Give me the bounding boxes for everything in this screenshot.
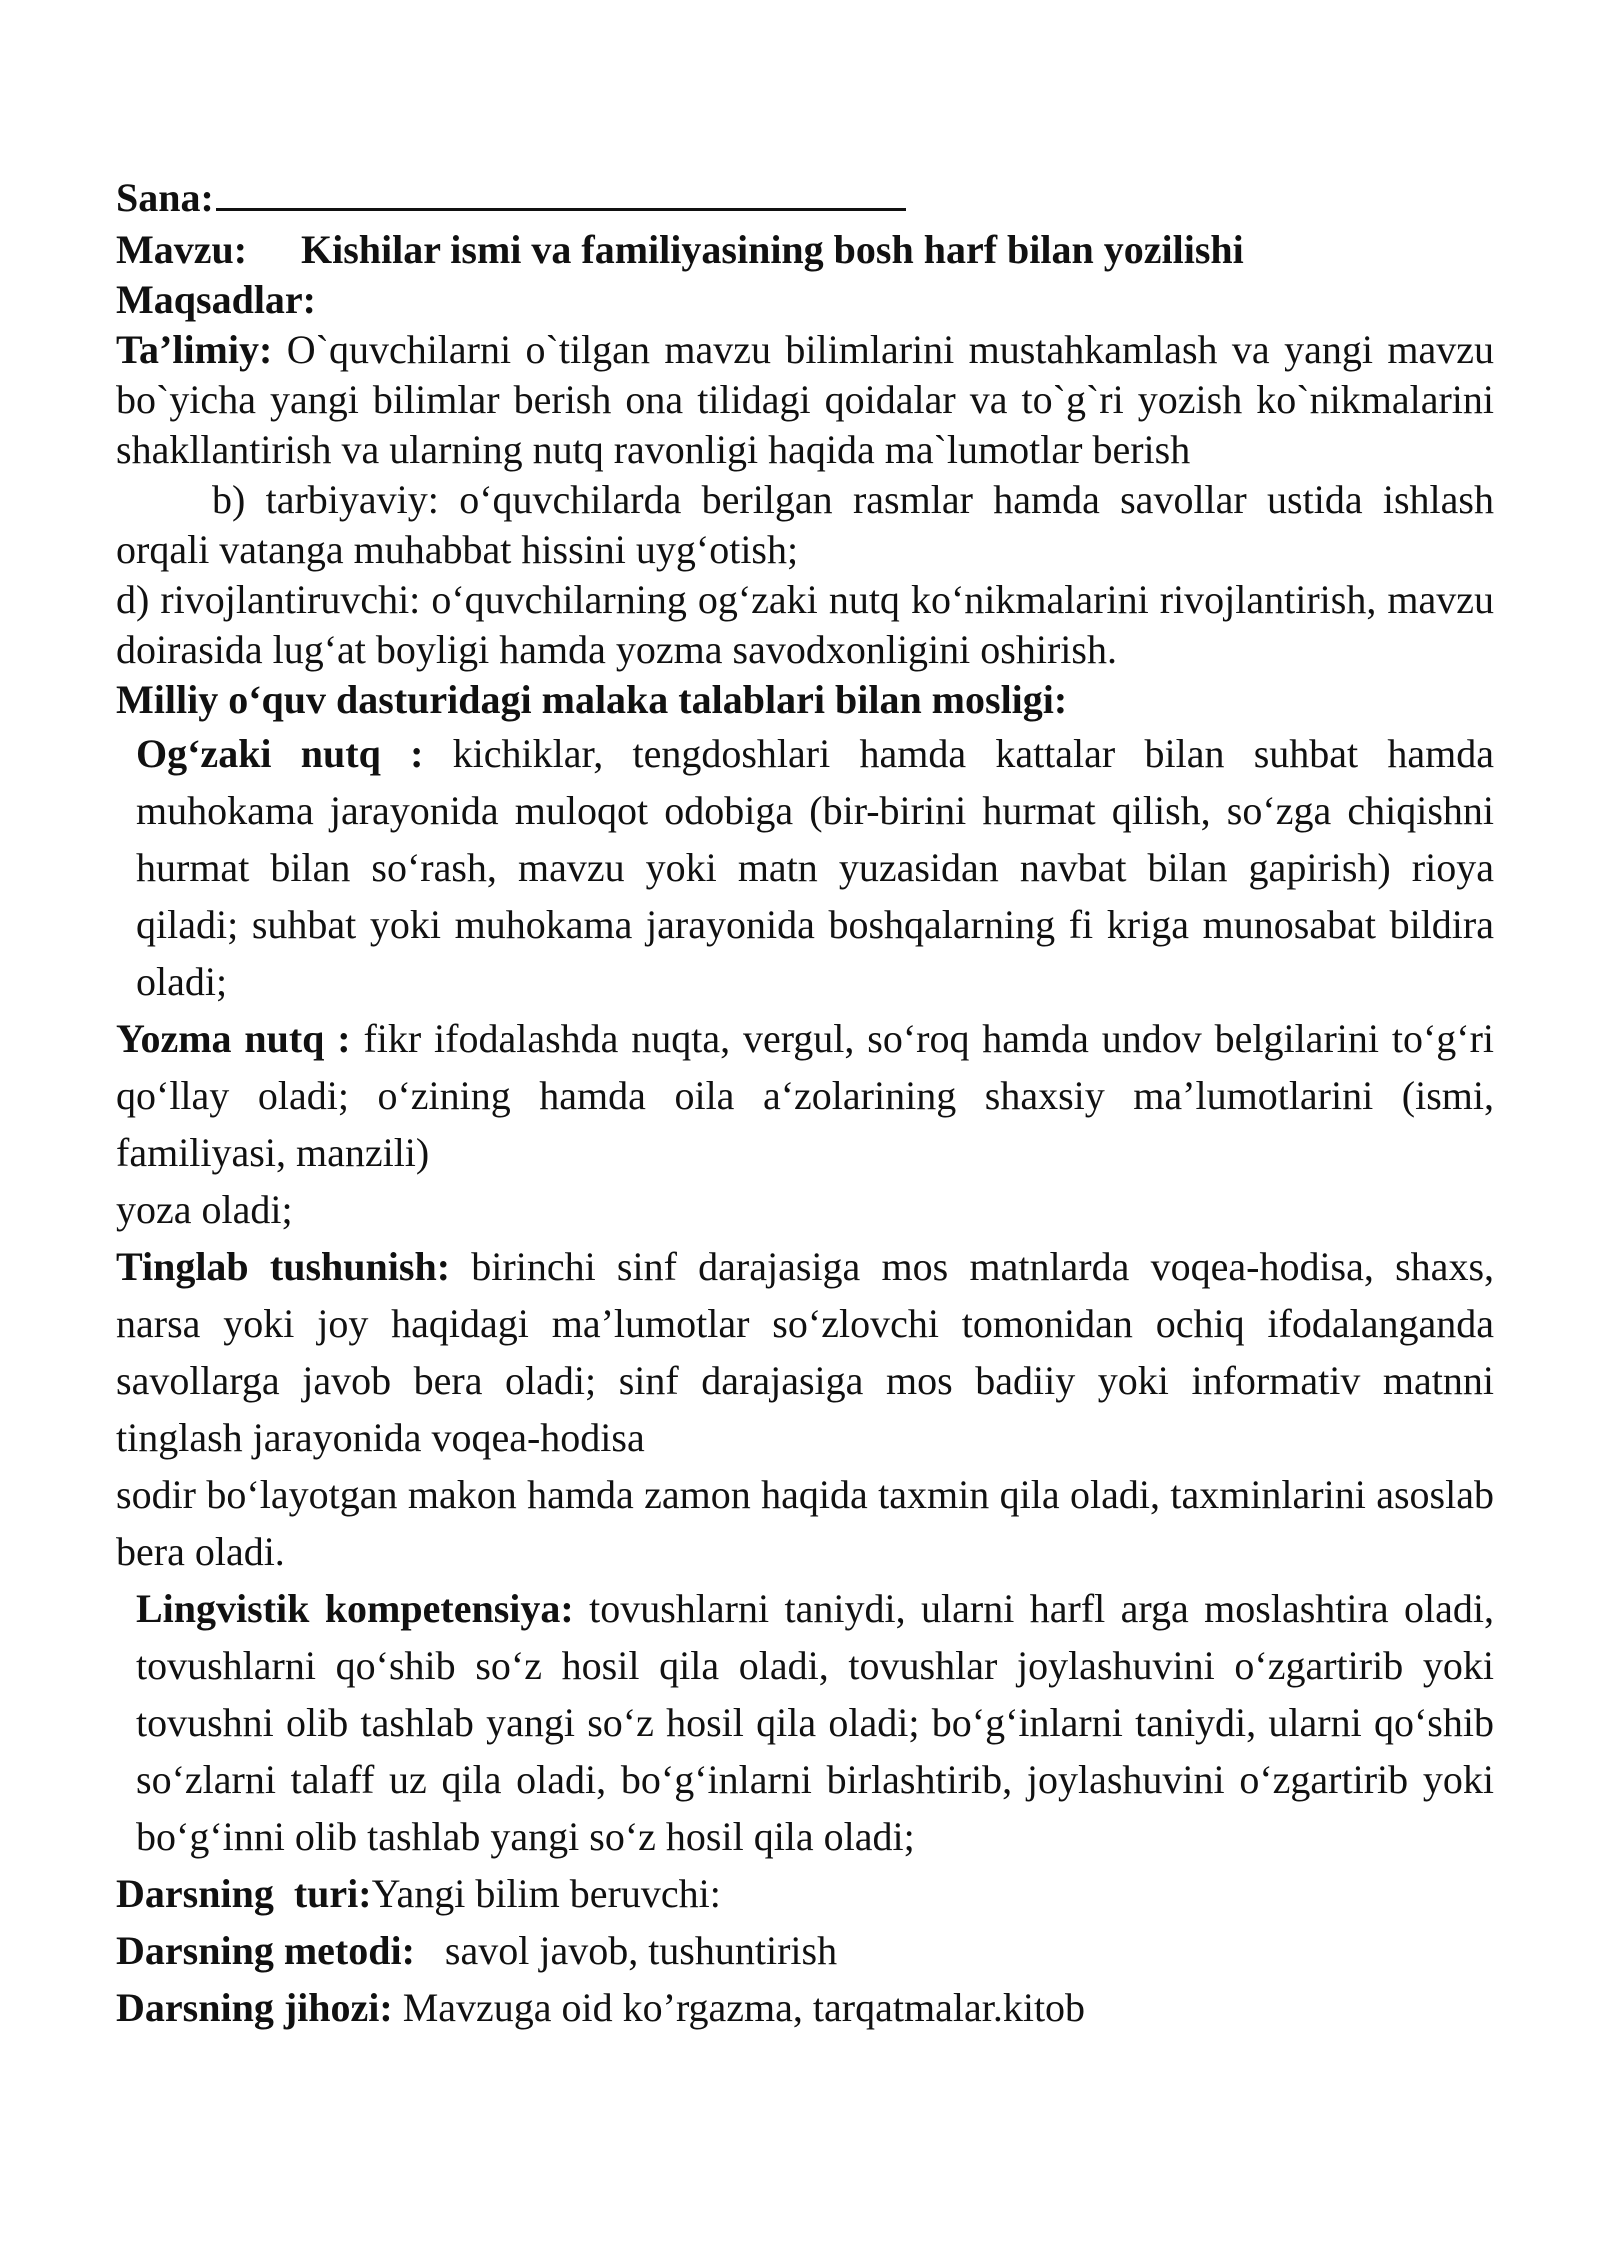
darsning-jihozi-row	[116, 1979, 1494, 2036]
lingvistik-paragraph	[116, 1580, 1494, 1865]
sana-blank	[216, 170, 906, 211]
ogzaki-paragraph	[116, 725, 1494, 1010]
talimiy-text: O`quvchilarni o`tilgan mavzu bilimlarini mustahkamlash va yangi mavzu bo`yicha yangi bilimlar berish ona tilidagi qoidalar va to`g`ri yozish ko`nikmalarini shakllantirish va ularning nutq ravonligi haqida ma`lumotlar berish	[116, 327, 1494, 472]
darsning-turi-label: Darsning turi:	[116, 1871, 372, 1916]
mavzu-row	[116, 225, 1494, 275]
talimiy-label: Ta’limiy:	[116, 327, 273, 372]
lingvistik-text: tovushlarni taniydi, ularni harfl arga moslashtira oladi, tovushlarni qo‘shib so‘z hosil qila oladi, tovushlar joylashuvini o‘zgartirib yoki tovushni olib tashlab yangi so‘z hosil qila oladi; bo‘g‘inlarni taniydi, ularni qo‘shib so‘zlarni talaff uz qila oladi, bo‘g‘inlarni birlashtirib, joylashuvini o‘zgartirib yoki bo‘g‘inni olib tashlab yangi so‘z hosil qila oladi;	[136, 1586, 1494, 1859]
tinglab-text: birinchi sinf darajasiga mos matnlarda voqea-hodisa, shaxs, narsa yoki joy haqidagi ma’lumotlar so‘zlovchi tomonidan ochiq ifodalanganda savollarga javob bera oladi; sinf darajasiga mos badiiy yoki informativ matnni tinglash jarayonida voqea-hodisa	[116, 1244, 1495, 1460]
maqsadlar-heading: Maqsadlar:	[116, 277, 316, 322]
darsning-jihozi-label: Darsning jihozi:	[116, 1985, 393, 2030]
mavzu-label: Mavzu:	[116, 227, 248, 272]
tinglab-label: Tinglab tushunish:	[116, 1244, 451, 1289]
yozma-label: Yozma nutq :	[116, 1016, 351, 1061]
tinglab-text-continued: sodir bo‘layotgan makon hamda zamon haqida taxmin qila oladi, taxminlarini asoslab bera oladi.	[116, 1472, 1494, 1574]
darsning-turi-row	[116, 1865, 1494, 1922]
lesson-plan-page	[116, 170, 1494, 2036]
yozma-paragraph	[116, 1010, 1494, 1181]
milliy-heading: Milliy o‘quv dasturidagi malaka talablari bilan mosligi:	[116, 677, 1068, 722]
darsning-metodi-label: Darsning metodi:	[116, 1928, 415, 1973]
tinglab-paragraph	[116, 1238, 1494, 1466]
ogzaki-label: Og‘zaki nutq :	[136, 731, 424, 776]
talimiy-paragraph	[116, 325, 1494, 475]
darsning-jihozi-value: Mavzuga oid ko’rgazma, tarqatmalar.kitob	[402, 1985, 1086, 2030]
sana-row	[116, 170, 1494, 223]
yozma-text: fikr ifodalashda nuqta, vergul, so‘roq hamda undov belgilarini to‘g‘ri qo‘llay oladi; o‘zining hamda oila a‘zolarining shaxsiy ma’lumotlarini (ismi, familiyasi, manzili)	[116, 1016, 1495, 1175]
darsning-metodi-value: savol javob, tushuntirish	[444, 1928, 838, 1973]
rivojlantiruvchi-paragraph: d) rivojlantiruvchi: o‘quvchilarning og‘zaki nutq ko‘nikmalarini rivojlantirish, mavzu doirasida lug‘at boyligi hamda yozma savodxonligini oshirish.	[116, 577, 1494, 672]
tarbiyaviy-paragraph: b) tarbiyaviy: o‘quvchilarda berilgan rasmlar hamda savollar ustida ishlash orqali vatanga muhabbat hissini uyg‘otish;	[116, 477, 1494, 572]
sana-label: Sana:	[116, 175, 214, 220]
ogzaki-text: kichiklar, tengdoshlari hamda kattalar bilan suhbat hamda muhokama jarayonida muloqot odobiga (bir-birini hurmat qilish, so‘zga chiqishni hurmat bilan so‘rash, mavzu yoki matn yuzasidan navbat bilan gapirish) rioya qiladi; suhbat yoki muhokama jarayonida boshqalarning fi kriga munosabat bildira oladi;	[136, 731, 1494, 1004]
darsning-turi-value: Yangi bilim beruvchi:	[371, 1871, 721, 1916]
yozma-text-continued: yoza oladi;	[116, 1187, 293, 1232]
mavzu-value: Kishilar ismi va familiyasining bosh harf bilan yozilishi	[301, 227, 1244, 272]
lingvistik-label: Lingvistik kompetensiya:	[136, 1586, 574, 1631]
darsning-metodi-row	[116, 1922, 1494, 1979]
